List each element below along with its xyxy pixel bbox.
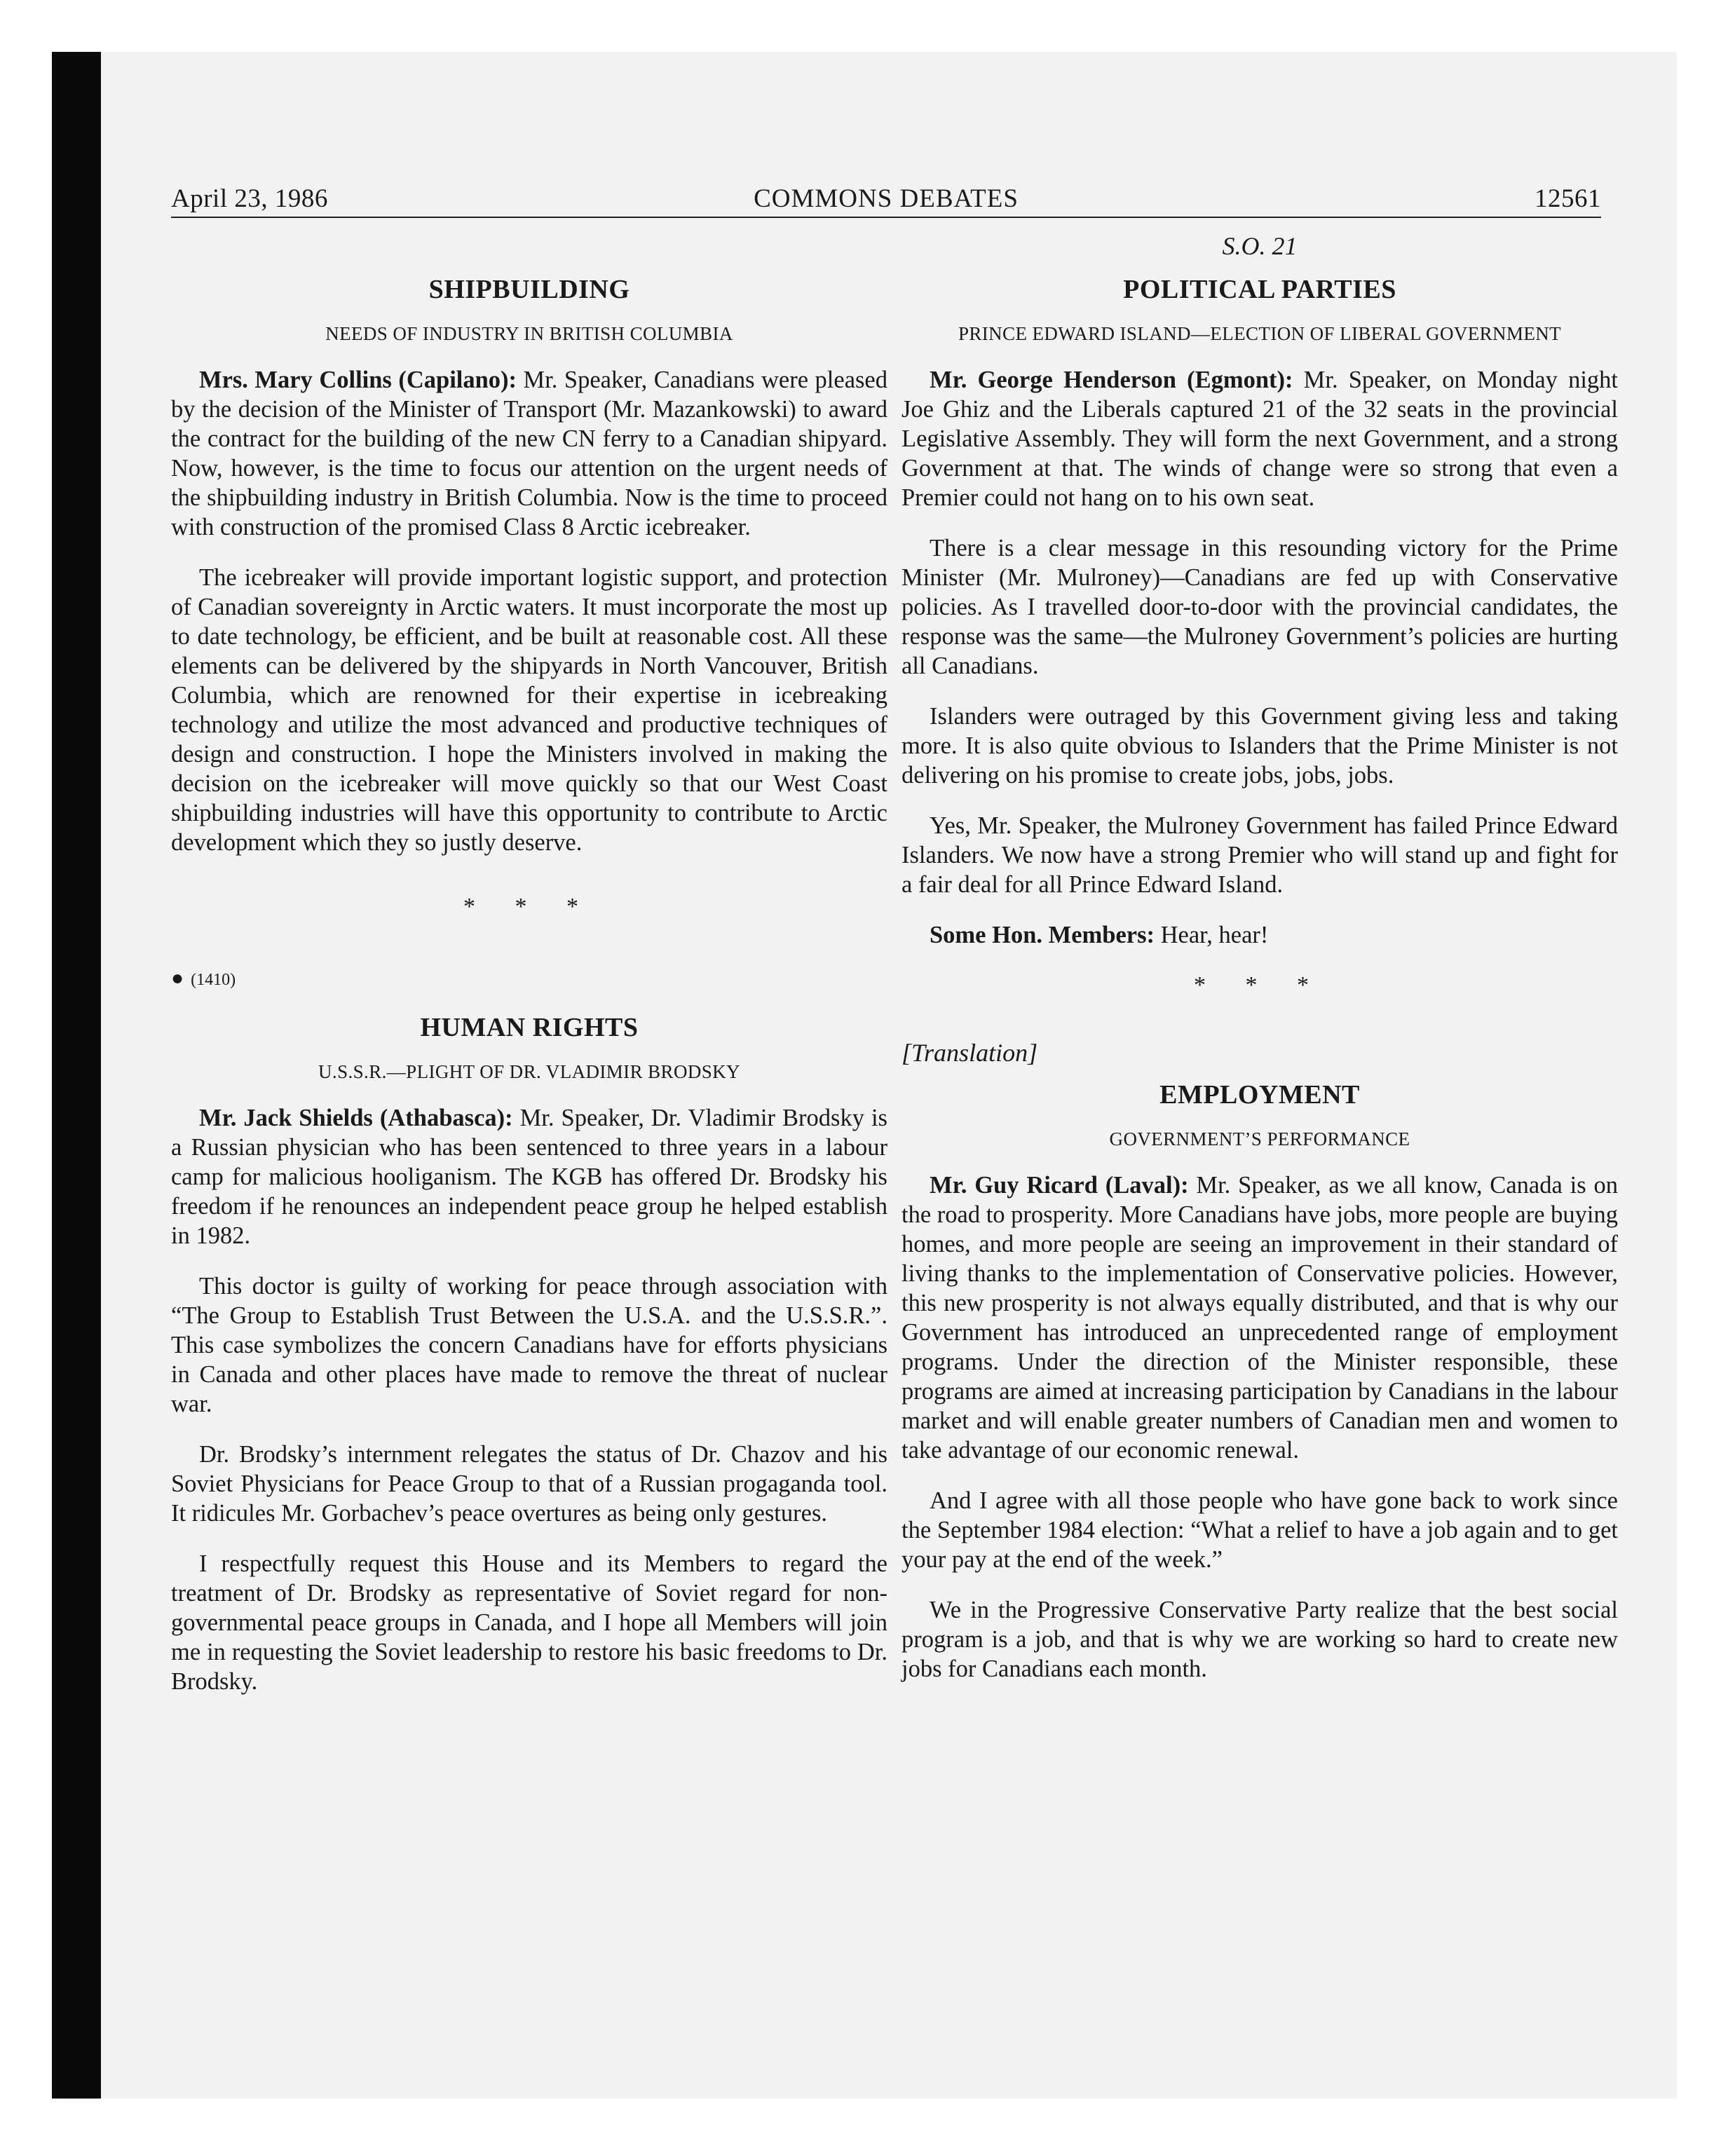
- paragraph: [901, 920, 1618, 950]
- paragraph: The icebreaker will provide important logistic support, and protection of Canadian sovereignty in Arctic waters. It must incorporate the most up to date technology, be efficient, and be built at reasonable cost. All these elements can be delivered by the shipyards in North Vancouver, British Columbia, which are renowned for their expertise in icebreaking technology and utilize the most advanced and productive techniques of design and construction. I hope the Ministers involved in making the decision on the icebreaker will move quickly so that our West Coast shipbuilding industries will have this opportunity to contribute to Arctic development which they so justly deserve.: [171, 564, 887, 856]
- speaker-name: Mr. Guy Ricard (Laval):: [930, 1172, 1189, 1199]
- section-title-employment: EMPLOYMENT: [1159, 1080, 1360, 1110]
- section-separator: * * *: [1194, 972, 1326, 998]
- speech-text: Mr. Speaker, on Monday night Joe Ghiz and the Liberals captured 21 of the 32 seats in the provincial Legislative Assembly. They will form the next Government, and a strong Government at that. The winds of change were so strong that even a Premier could not hang on to his own seat.: [901, 367, 1618, 511]
- speech-text: Mr. Speaker, Canadians were pleased by the decision of the Minister of Transport (Mr. Mazankowski) to award the contract for the building of the new CN ferry to a Canadian shipyard. Now, however, is the time to focus our attention on the urgent needs of the shipbuilding industry in British Columbia. Now is the time to proceed with construction of the promised Class 8 Arctic icebreaker.: [171, 367, 887, 540]
- timecode-value: (1410): [191, 971, 236, 989]
- header-title: COMMONS DEBATES: [754, 184, 1019, 213]
- left-column: [171, 231, 887, 1717]
- paragraph: We in the Progressive Conservative Party realize that the best social program is a job, and that is why we are working so hard to create new jobs for Canadians each month.: [901, 1597, 1618, 1682]
- section-subtitle-shipbuilding: NEEDS OF INDUSTRY IN BRITISH COLUMBIA: [325, 323, 733, 344]
- timecode: [171, 964, 887, 995]
- paragraph: And I agree with all those people who have gone back to work since the September 1984 election: “What a relief to have a job again and to get your pay at the end of the week.”: [901, 1487, 1618, 1573]
- speaker-name: Mrs. Mary Collins (Capilano):: [199, 367, 517, 393]
- speaker-name: Some Hon. Members:: [930, 922, 1155, 948]
- speech-text: Mr. Speaker, as we all know, Canada is on the road to prosperity. More Canadians have jobs, more people are buying homes, and more people are seeing an improvement in their standard of living thanks to the implementation of Conservative policies. However, this new prosperity is not always equally distributed, and that is why our Government has introduced an unprecedented range of employment programs. Under the direction of the Minister responsible, these programs are aimed at increasing participation by Canadians in the labour market and will enable greater numbers of Canadian men and women to take advantage of our economic renewal.: [901, 1172, 1618, 1464]
- paragraph: Islanders were outraged by this Government giving less and taking more. It is also quite obvious to Islanders that the Prime Minister is not delivering on his promise to create jobs, jobs, jobs.: [901, 703, 1618, 789]
- paragraph: Dr. Brodsky’s internment relegates the status of Dr. Chazov and his Soviet Physicians for Peace Group to that of a Russian progaganda tool. It ridicules Mr. Gorbachev’s peace overtures as being only gestures.: [171, 1441, 887, 1527]
- paragraph: There is a clear message in this resounding victory for the Prime Minister (Mr. Mulroney)—Canadians are fed up with Conservative policies. As I travelled door-to-door with the provincial candidates, the response was the same—the Mulroney Government’s policies are hurting all Canadians.: [901, 535, 1618, 679]
- paragraph: [901, 1171, 1618, 1465]
- binding-edge: [52, 52, 101, 2099]
- translation-label: [Translation]: [901, 1039, 1038, 1067]
- paragraph: [901, 365, 1618, 512]
- header-rule: [171, 217, 1601, 218]
- speech-text: Hear, hear!: [1154, 922, 1269, 948]
- header-page-number: 12561: [1535, 184, 1601, 213]
- section-subtitle-human-rights: U.S.S.R.—PLIGHT OF DR. VLADIMIR BRODSKY: [318, 1061, 740, 1082]
- page-header: [171, 184, 1601, 217]
- paragraph: I respectfully request this House and its Members to regard the treatment of Dr. Brodsky as representative of Soviet regard for non-governmental peace groups in Canada, and I hope all Members will join me in requesting the Soviet leadership to restore his basic freedoms to Dr. Brodsky.: [171, 1550, 887, 1695]
- speech-text: Mr. Speaker, Dr. Vladimir Brodsky is a Russian physician who has been sentenced to three years in a labour camp for malicious hooliganism. The KGB has offered Dr. Brodsky his freedom if he renounces an independent peace group he helped establish in 1982.: [171, 1105, 887, 1249]
- paragraph: Yes, Mr. Speaker, the Mulroney Government has failed Prince Edward Islanders. We now have a strong Premier who will stand up and fight for a fair deal for all Prince Edward Island.: [901, 812, 1618, 898]
- paragraph: [171, 365, 887, 542]
- header-date: April 23, 1986: [171, 184, 328, 213]
- speaker-name: Mr. George Henderson (Egmont):: [930, 367, 1293, 393]
- bullet-icon: ●: [171, 967, 184, 990]
- right-column: [901, 231, 1618, 1705]
- standing-order-label: S.O. 21: [1222, 232, 1298, 260]
- paragraph: [171, 1103, 887, 1250]
- speaker-name: Mr. Jack Shields (Athabasca):: [199, 1105, 513, 1131]
- section-subtitle-employment: GOVERNMENT’S PERFORMANCE: [1109, 1128, 1410, 1149]
- section-title-shipbuilding: SHIPBUILDING: [428, 275, 630, 304]
- paragraph: This doctor is guilty of working for peace through association with “The Group to Establish Trust Between the U.S.A. and the U.S.S.R.”. This case symbolizes the concern Canadians have for efforts physicians in Canada and other places have made to remove the threat of nuclear war.: [171, 1273, 887, 1417]
- section-title-human-rights: HUMAN RIGHTS: [420, 1013, 639, 1042]
- section-title-political-parties: POLITICAL PARTIES: [1123, 275, 1396, 304]
- section-separator: * * *: [463, 894, 595, 920]
- section-subtitle-political-parties: PRINCE EDWARD ISLAND—ELECTION OF LIBERAL GOVERNMENT: [958, 323, 1562, 344]
